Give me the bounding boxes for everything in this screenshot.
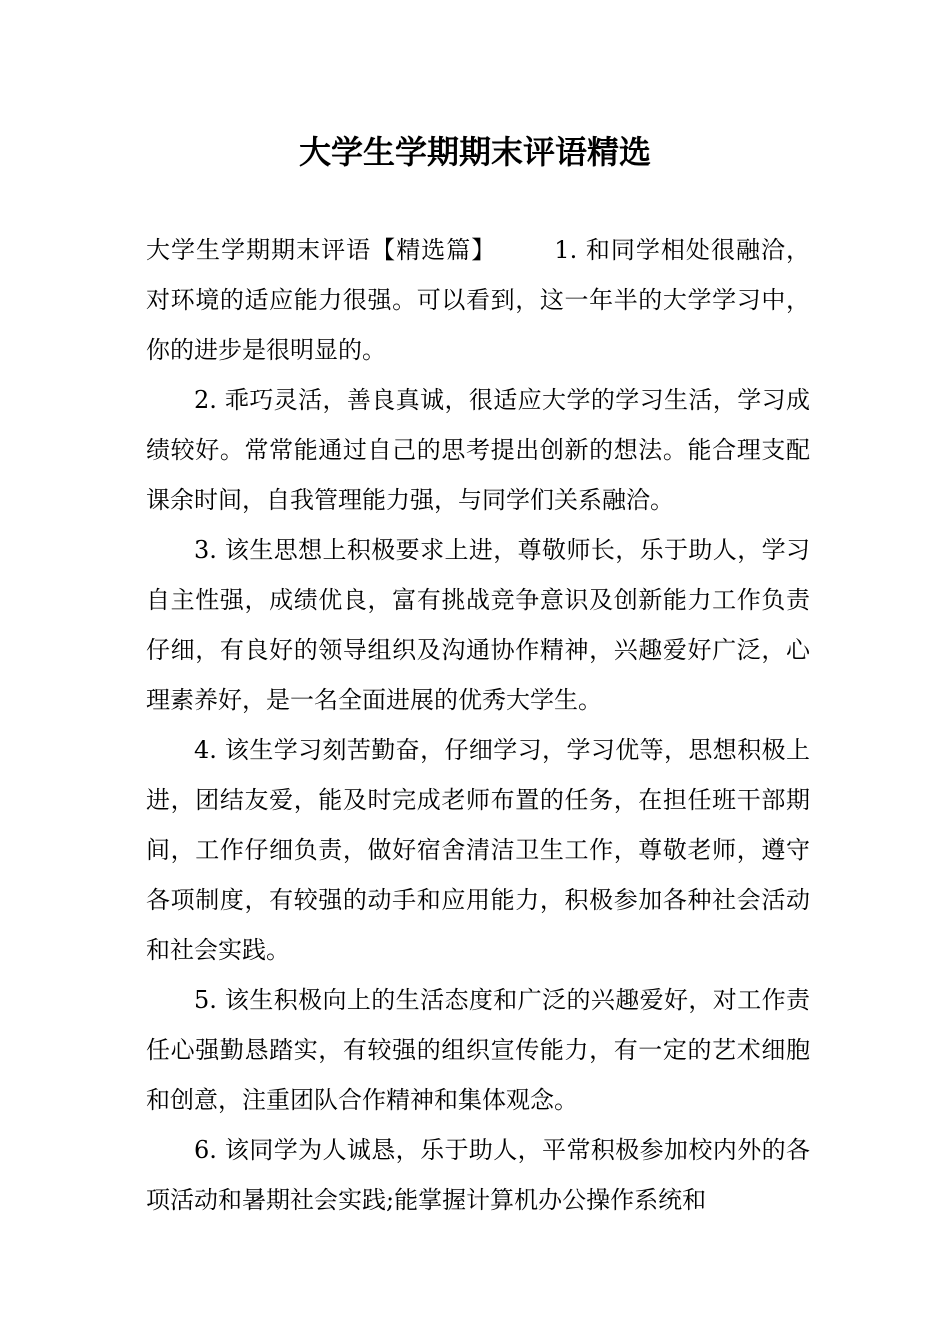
document-body xyxy=(146,225,810,1225)
intro-heading: 大学生学期期末评语【精选篇】 xyxy=(146,236,497,264)
paragraph-2: 2. 乖巧灵活，善良真诚，很适应大学的学习生活，学习成绩较好。常常能通过自己的思考提出创新的想法。能合理支配课余时间，自我管理能力强，与同学们关系融洽。 xyxy=(146,386,810,514)
paragraph-1-text: 1. 和同学相处很融洽，对环境的适应能力很强。可以看到，这一年半的大学学习中，你的进步是很明显的。 xyxy=(146,236,811,364)
paragraph-6: 6. 该同学为人诚恳，乐于助人，平常积极参加校内外的各项活动和暑期社会实践;能掌握计算机办公操作系统和 xyxy=(146,1136,810,1214)
paragraph-1 xyxy=(146,225,810,375)
paragraph-3: 3. 该生思想上积极要求上进，尊敬师长，乐于助人，学习自主性强，成绩优良，富有挑战竞争意识及创新能力工作负责仔细，有良好的领导组织及沟通协作精神，兴趣爱好广泛，心理素养好，是一名全面进展的优秀大学生。 xyxy=(146,536,810,714)
paragraph-5: 5. 该生积极向上的生活态度和广泛的兴趣爱好，对工作责任心强勤恳踏实，有较强的组织宣传能力，有一定的艺术细胞和创意，注重团队合作精神和集体观念。 xyxy=(146,986,810,1114)
document-title: 大学生学期期末评语精选 xyxy=(298,133,651,171)
paragraph-4: 4. 该生学习刻苦勤奋，仔细学习，学习优等，思想积极上进，团结友爱，能及时完成老师布置的任务，在担任班干部期间，工作仔细负责，做好宿舍清洁卫生工作，尊敬老师，遵守各项制度，有较强的动手和应用能力，积极参加各种社会活动和社会实践。 xyxy=(146,736,810,964)
